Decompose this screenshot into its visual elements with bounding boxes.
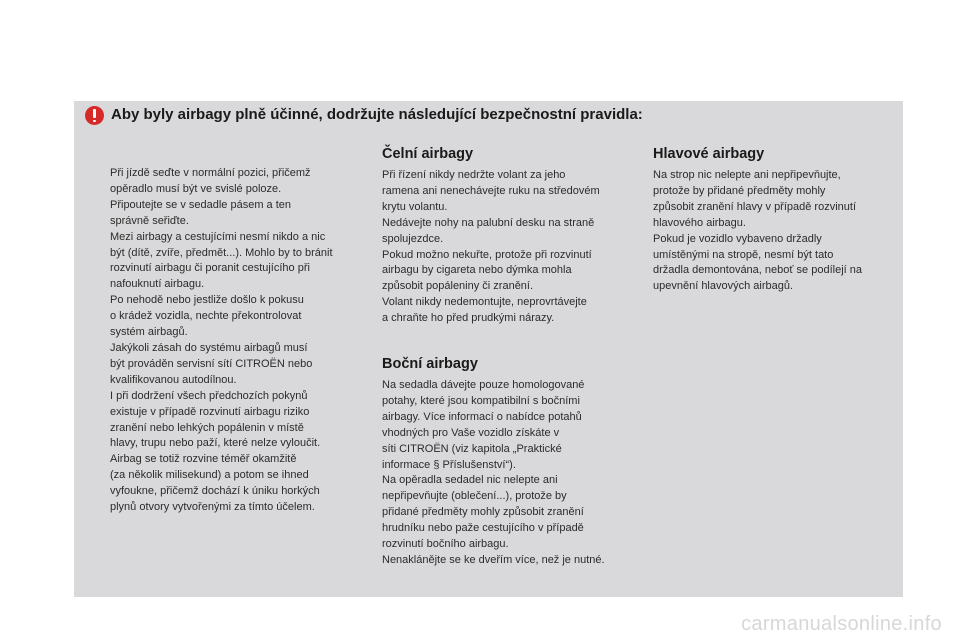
general-rules-text: Při jízdě seďte v normální pozici, přičemž opěradlo musí být ve svislé poloze. Připoutejte se v sedadle pásem a ten správně seřiďte. Mezi airbagy a cestujícími nesmí nikdo a nic být (dítě, zvíře, předmět...). Mohlo by to bránit rozvinutí airbagu či poranit cestujícího při nafouknutí airbagu. Po nehodě nebo jestliže došlo k pokusu o krádež vozidla, nechte překontrolovat systém airbagů. Jakýkoli zásah do systému airbagů musí být prováděn servisní sítí CITROËN nebo kvalifikovanou autodílnou. I při dodržení všech předchozích pokynů existuje v případě rozvinutí airbagu riziko zranění nebo lehkých popálenin v místě hlavy, trupu nebo paží, které nelze vyloučit. Airbag se totiž rozvine téměř okamžitě (za několik milisekund) a potom se ihned vyfoukne, přičemž dochází k úniku horkých plynů otvory vytvořenými za tímto účelem. [110, 167, 333, 514]
side-airbags-title: Boční airbagy [382, 356, 478, 372]
watermark: carmanualsonline.info [741, 613, 942, 635]
side-airbags-text: Na sedadla dávejte pouze homologované potahy, které jsou kompatibilní s bočními airbagy. Více informací o nabídce potahů vhodných pro Vaše vozidlo získáte v síti CITROËN (viz kapitola „Praktické informace § Příslušenství“). Na opěradla sedadel nic nelepte ani nepřipevňujte (oblečení...), protože by přidané předměty mohly způsobit zranění hrudníku nebo paže cestujícího v případě rozvinutí bočního airbagu. Nenaklánějte se ke dveřím více, než je nutné. [382, 379, 605, 566]
head-airbags-title: Hlavové airbagy [653, 146, 765, 162]
page-title: Aby byly airbagy plně účinné, dodržujte následující bezpečnostní pravidla: [111, 106, 643, 123]
exclamation-warning-icon [85, 106, 104, 125]
front-airbags-text: Při řízení nikdy nedržte volant za jeho ramena ani nenechávejte ruku na středovém krytu volantu. Nedávejte nohy na palubní desku na straně spolujezdce. Pokud možno nekuřte, protože při rozvinutí airbagu by cigareta nebo dýmka mohla způsobit popáleniny či zranění. Volant nikdy nedemontujte, neprovrtávejte a chraňte ho před prudkými nárazy. [382, 169, 600, 325]
front-airbags-title: Čelní airbagy [382, 146, 474, 162]
head-airbags-text: Na strop nic nelepte ani nepřipevňujte, protože by přidané předměty mohly způsobit zranění hlavy v případě rozvinutí hlavového airbagu. Pokud je vozidlo vybaveno držadly umístěnými na stropě, nesmí být tato držadla demontována, neboť se podílejí na upevnění hlavových airbagů. [653, 169, 862, 293]
